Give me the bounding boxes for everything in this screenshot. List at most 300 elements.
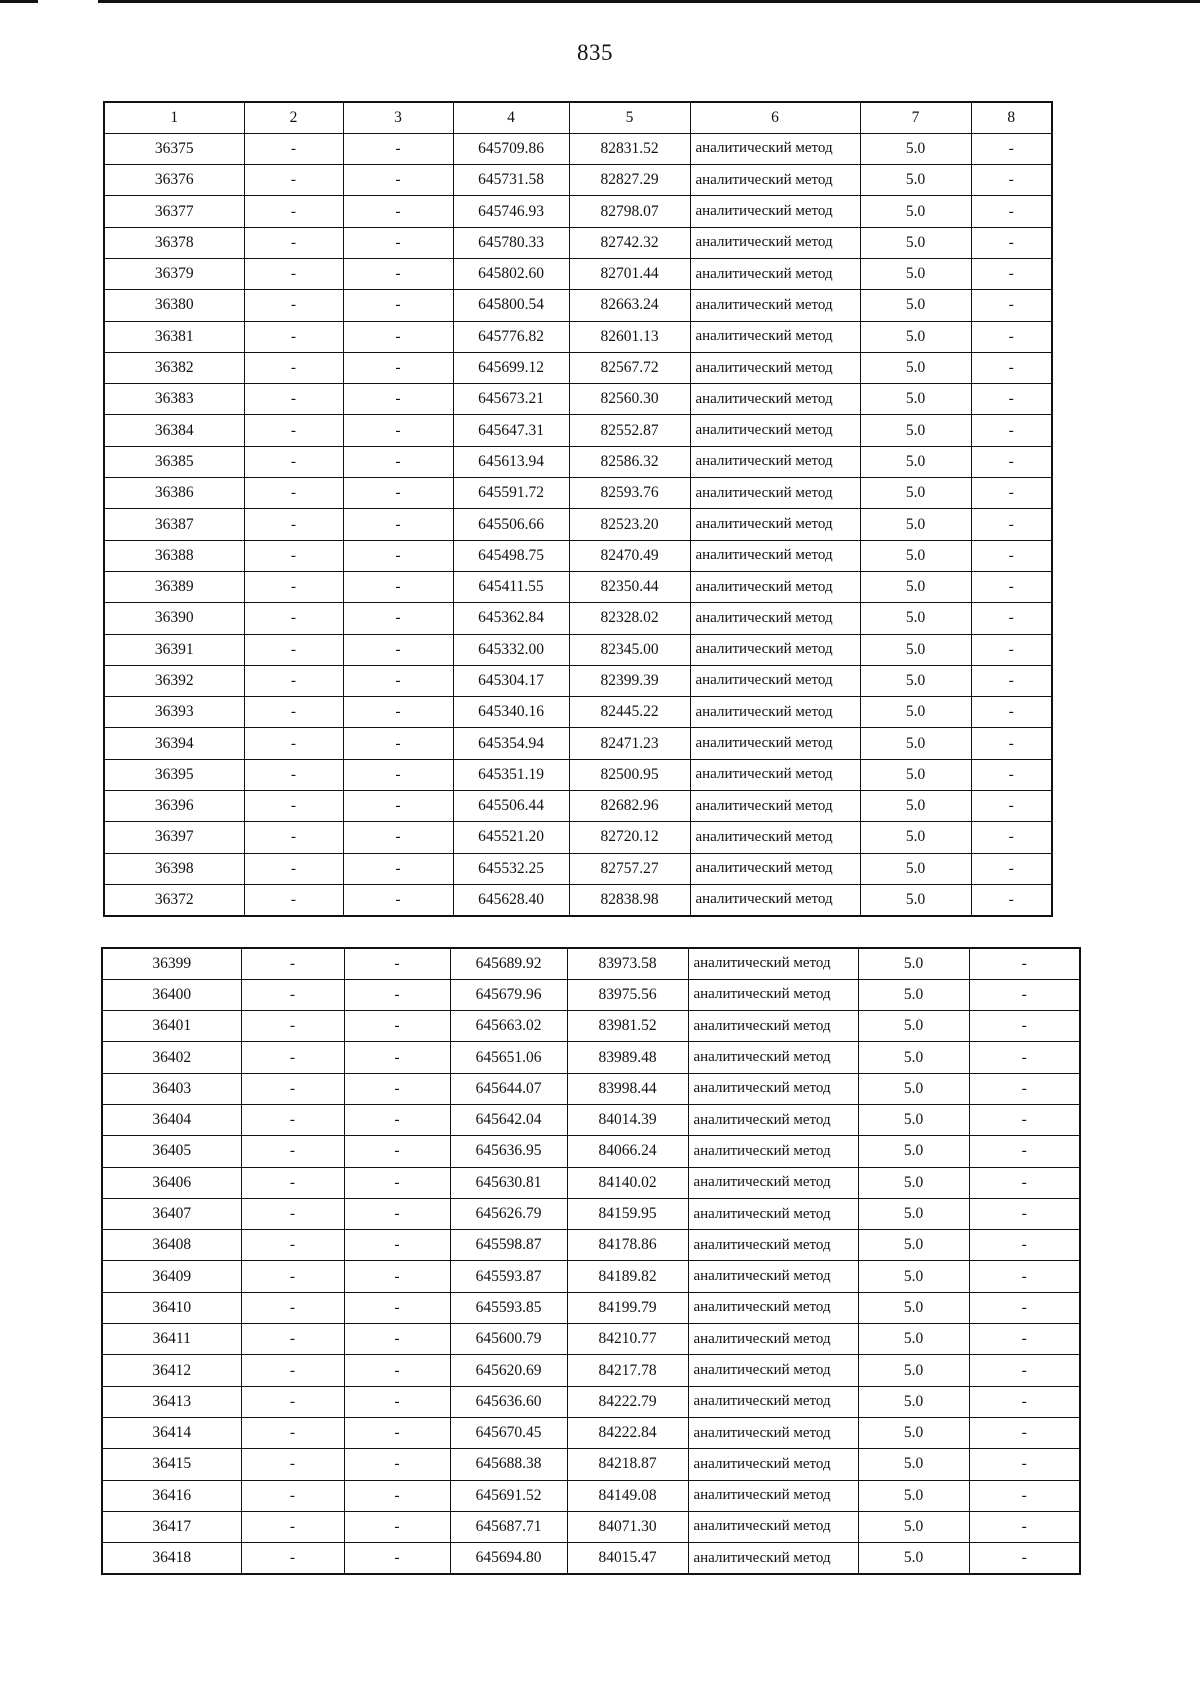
table-cell-col-2: - — [244, 478, 343, 509]
table-cell-col-1: 36387 — [104, 509, 244, 540]
table-cell-col-4: 645600.79 — [450, 1324, 567, 1355]
table-cell-col-3: - — [343, 853, 453, 884]
table-cell-col-3: - — [344, 1042, 450, 1073]
table-row — [102, 1042, 1080, 1073]
table-cell-col-8: - — [969, 1417, 1080, 1448]
table-cell-col-3: - — [343, 728, 453, 759]
table-cell-col-5: 82827.29 — [569, 165, 690, 196]
table-cell-col-8: - — [971, 290, 1052, 321]
table-cell-col-7: 5.0 — [858, 1042, 969, 1073]
table-cell-col-4: 645644.07 — [450, 1073, 567, 1104]
table-cell-col-8: - — [969, 1198, 1080, 1229]
table-cell-col-4: 645362.84 — [453, 603, 569, 634]
table-cell-col-8: - — [969, 1480, 1080, 1511]
page-number: 835 — [577, 40, 613, 65]
table-cell-col-4: 645521.20 — [453, 822, 569, 853]
table-cell-col-8: - — [971, 634, 1052, 665]
table-row — [104, 540, 1052, 571]
table-cell-col-6: аналитический метод — [690, 478, 860, 509]
table-cell-col-8: - — [971, 446, 1052, 477]
table-cell-col-6: аналитический метод — [690, 258, 860, 289]
table-cell-col-7: 5.0 — [860, 165, 971, 196]
table-cell-col-8: - — [969, 1449, 1080, 1480]
table-cell-col-6: аналитический метод — [690, 227, 860, 258]
table-row — [104, 697, 1052, 728]
table-cell-col-5: 83973.58 — [567, 948, 688, 979]
table-cell-col-4: 645340.16 — [453, 697, 569, 728]
table-cell-col-6: аналитический метод — [690, 165, 860, 196]
table-cell-col-4: 645636.60 — [450, 1386, 567, 1417]
table-cell-col-6: аналитический метод — [690, 540, 860, 571]
table-row — [104, 853, 1052, 884]
table-cell-col-5: 84222.79 — [567, 1386, 688, 1417]
table-cell-col-6: аналитический метод — [690, 634, 860, 665]
table-cell-col-5: 84071.30 — [567, 1511, 688, 1542]
table-cell-col-2: - — [244, 446, 343, 477]
table-cell-col-1: 36383 — [104, 384, 244, 415]
table-cell-col-5: 82560.30 — [569, 384, 690, 415]
table-cell-col-5: 82445.22 — [569, 697, 690, 728]
table-cell-col-6: аналитический метод — [690, 697, 860, 728]
table-row — [104, 384, 1052, 415]
table-cell-col-7: 5.0 — [860, 759, 971, 790]
table-cell-col-7: 5.0 — [860, 258, 971, 289]
table-row — [102, 1230, 1080, 1261]
table-cell-col-3: - — [344, 1292, 450, 1323]
table-row — [102, 1011, 1080, 1042]
table-cell-col-2: - — [244, 227, 343, 258]
table-row — [104, 165, 1052, 196]
table-cell-col-7: 5.0 — [860, 227, 971, 258]
table-cell-col-4: 645699.12 — [453, 352, 569, 383]
table-cell-col-2: - — [244, 133, 343, 164]
table-cell-col-3: - — [343, 321, 453, 352]
table-cell-col-4: 645673.21 — [453, 384, 569, 415]
table-row — [102, 1292, 1080, 1323]
table-row — [104, 509, 1052, 540]
table-row — [102, 1167, 1080, 1198]
table-cell-col-4: 645593.85 — [450, 1292, 567, 1323]
table-cell-col-8: - — [969, 1355, 1080, 1386]
table-cell-col-5: 82567.72 — [569, 352, 690, 383]
table-cell-col-2: - — [244, 853, 343, 884]
table-cell-col-3: - — [344, 1324, 450, 1355]
table-cell-col-3: - — [344, 1261, 450, 1292]
table-cell-col-2: - — [244, 728, 343, 759]
table-cell-col-3: - — [343, 290, 453, 321]
table-cell-col-5: 83989.48 — [567, 1042, 688, 1073]
table-cell-col-3: - — [343, 446, 453, 477]
table-cell-col-3: - — [344, 1073, 450, 1104]
table-cell-col-6: аналитический метод — [688, 1198, 858, 1229]
table-cell-col-2: - — [241, 1511, 344, 1542]
table-cell-col-2: - — [244, 603, 343, 634]
table-cell-col-4: 645776.82 — [453, 321, 569, 352]
table-cell-col-3: - — [343, 133, 453, 164]
table-cell-col-1: 36403 — [102, 1073, 241, 1104]
table-cell-col-7: 5.0 — [858, 1198, 969, 1229]
table-cell-col-1: 36384 — [104, 415, 244, 446]
table-cell-col-7: 5.0 — [860, 853, 971, 884]
table-cell-col-2: - — [244, 884, 343, 915]
table-cell-col-5: 84199.79 — [567, 1292, 688, 1323]
table-cell-col-6: аналитический метод — [688, 979, 858, 1010]
table-cell-col-2: - — [244, 665, 343, 696]
table-cell-col-8: - — [971, 165, 1052, 196]
table-cell-col-2: - — [244, 258, 343, 289]
table-cell-col-7: 5.0 — [860, 478, 971, 509]
table-cell-col-8: - — [969, 1292, 1080, 1323]
table-1-body — [104, 133, 1052, 915]
table-cell-col-4: 645688.38 — [450, 1449, 567, 1480]
table-cell-col-3: - — [343, 540, 453, 571]
table-row — [104, 415, 1052, 446]
table-cell-col-2: - — [241, 1136, 344, 1167]
table-cell-col-6: аналитический метод — [690, 728, 860, 759]
table-cell-col-2: - — [241, 1355, 344, 1386]
table-cell-col-6: аналитический метод — [688, 1292, 858, 1323]
table-cell-col-3: - — [344, 1104, 450, 1135]
table-cell-col-8: - — [969, 948, 1080, 979]
table-cell-col-3: - — [343, 509, 453, 540]
table-cell-col-5: 84218.87 — [567, 1449, 688, 1480]
table-cell-col-5: 84189.82 — [567, 1261, 688, 1292]
table-cell-col-7: 5.0 — [860, 446, 971, 477]
header-cell-1: 1 — [104, 102, 244, 133]
table-cell-col-8: - — [971, 133, 1052, 164]
table-cell-col-4: 645506.44 — [453, 791, 569, 822]
table-cell-col-8: - — [969, 1261, 1080, 1292]
table-cell-col-6: аналитический метод — [688, 1230, 858, 1261]
table-cell-col-1: 36418 — [102, 1543, 241, 1574]
table-cell-col-3: - — [344, 1480, 450, 1511]
table-cell-col-7: 5.0 — [858, 1167, 969, 1198]
table-cell-col-1: 36391 — [104, 634, 244, 665]
table-cell-col-2: - — [244, 634, 343, 665]
table-cell-col-2: - — [244, 759, 343, 790]
table-cell-col-2: - — [241, 1104, 344, 1135]
table-cell-col-8: - — [971, 603, 1052, 634]
table-cell-col-8: - — [969, 1511, 1080, 1542]
table-cell-col-4: 645694.80 — [450, 1543, 567, 1574]
table-cell-col-6: аналитический метод — [688, 1355, 858, 1386]
table-cell-col-5: 84159.95 — [567, 1198, 688, 1229]
table-cell-col-6: аналитический метод — [690, 571, 860, 602]
table-cell-col-1: 36400 — [102, 979, 241, 1010]
table-cell-col-7: 5.0 — [860, 415, 971, 446]
table-cell-col-1: 36398 — [104, 853, 244, 884]
table-cell-col-7: 5.0 — [858, 1417, 969, 1448]
table-row — [102, 1449, 1080, 1480]
table-row — [102, 1104, 1080, 1135]
table-cell-col-7: 5.0 — [860, 509, 971, 540]
table-cell-col-3: - — [343, 603, 453, 634]
table-cell-col-8: - — [969, 1230, 1080, 1261]
table-row — [104, 196, 1052, 227]
table-cell-col-4: 645663.02 — [450, 1011, 567, 1042]
table-cell-col-1: 36411 — [102, 1324, 241, 1355]
table-cell-col-3: - — [344, 1449, 450, 1480]
table-cell-col-1: 36405 — [102, 1136, 241, 1167]
table-cell-col-5: 82552.87 — [569, 415, 690, 446]
table-cell-col-1: 36416 — [102, 1480, 241, 1511]
table-cell-col-3: - — [343, 791, 453, 822]
table-row — [102, 1073, 1080, 1104]
table-cell-col-2: - — [241, 1042, 344, 1073]
table-cell-col-7: 5.0 — [858, 979, 969, 1010]
table-cell-col-5: 84140.02 — [567, 1167, 688, 1198]
table-cell-col-5: 82663.24 — [569, 290, 690, 321]
table-cell-col-5: 82345.00 — [569, 634, 690, 665]
table-cell-col-2: - — [241, 1167, 344, 1198]
table-cell-col-4: 645351.19 — [453, 759, 569, 790]
table-cell-col-8: - — [971, 853, 1052, 884]
table-cell-col-5: 84178.86 — [567, 1230, 688, 1261]
table-cell-col-7: 5.0 — [860, 540, 971, 571]
table-cell-col-3: - — [343, 478, 453, 509]
table-cell-col-3: - — [344, 1355, 450, 1386]
table-cell-col-3: - — [344, 1543, 450, 1574]
table-row — [104, 634, 1052, 665]
table-cell-col-8: - — [971, 227, 1052, 258]
table-cell-col-8: - — [971, 759, 1052, 790]
table-cell-col-5: 82742.32 — [569, 227, 690, 258]
table-cell-col-4: 645304.17 — [453, 665, 569, 696]
table-cell-col-3: - — [343, 759, 453, 790]
table-cell-col-2: - — [244, 196, 343, 227]
table-row — [104, 665, 1052, 696]
table-cell-col-1: 36395 — [104, 759, 244, 790]
table-cell-col-5: 84222.84 — [567, 1417, 688, 1448]
table-cell-col-4: 645354.94 — [453, 728, 569, 759]
table-cell-col-8: - — [971, 884, 1052, 915]
table-cell-col-6: аналитический метод — [690, 321, 860, 352]
table-cell-col-8: - — [969, 1324, 1080, 1355]
table-cell-col-7: 5.0 — [858, 1011, 969, 1042]
table-cell-col-2: - — [241, 1230, 344, 1261]
table-cell-col-5: 84217.78 — [567, 1355, 688, 1386]
table-cell-col-6: аналитический метод — [688, 1511, 858, 1542]
table-cell-col-6: аналитический метод — [690, 415, 860, 446]
table-cell-col-8: - — [969, 1011, 1080, 1042]
table-cell-col-3: - — [343, 415, 453, 446]
table-cell-col-8: - — [971, 258, 1052, 289]
table-cell-col-1: 36404 — [102, 1104, 241, 1135]
table-cell-col-1: 36410 — [102, 1292, 241, 1323]
table-cell-col-3: - — [343, 227, 453, 258]
table-cell-col-2: - — [241, 948, 344, 979]
table-cell-col-6: аналитический метод — [688, 1011, 858, 1042]
header-cell-3: 3 — [343, 102, 453, 133]
table-cell-col-5: 82523.20 — [569, 509, 690, 540]
table-cell-col-2: - — [241, 1292, 344, 1323]
table-cell-col-7: 5.0 — [858, 1480, 969, 1511]
table-cell-col-3: - — [343, 165, 453, 196]
table-cell-col-6: аналитический метод — [688, 1417, 858, 1448]
table-cell-col-4: 645709.86 — [453, 133, 569, 164]
table-cell-col-7: 5.0 — [860, 884, 971, 915]
table-cell-col-7: 5.0 — [860, 822, 971, 853]
table-cell-col-2: - — [241, 1417, 344, 1448]
table-cell-col-7: 5.0 — [860, 384, 971, 415]
coordinates-table-2 — [101, 947, 1081, 1575]
table-cell-col-8: - — [971, 415, 1052, 446]
table-cell-col-8: - — [971, 665, 1052, 696]
table-cell-col-6: аналитический метод — [690, 822, 860, 853]
table-cell-col-4: 645626.79 — [450, 1198, 567, 1229]
table-row — [104, 478, 1052, 509]
table-cell-col-7: 5.0 — [858, 1073, 969, 1104]
table-cell-col-1: 36380 — [104, 290, 244, 321]
table-cell-col-7: 5.0 — [860, 603, 971, 634]
table-cell-col-2: - — [241, 1011, 344, 1042]
table-cell-col-1: 36409 — [102, 1261, 241, 1292]
table-cell-col-8: - — [969, 1073, 1080, 1104]
table-cell-col-8: - — [971, 571, 1052, 602]
table-cell-col-6: аналитический метод — [690, 446, 860, 477]
table-cell-col-4: 645746.93 — [453, 196, 569, 227]
table-cell-col-5: 84015.47 — [567, 1543, 688, 1574]
table-cell-col-4: 645647.31 — [453, 415, 569, 446]
table-cell-col-1: 36402 — [102, 1042, 241, 1073]
table-row — [104, 352, 1052, 383]
table-cell-col-4: 645532.25 — [453, 853, 569, 884]
table-cell-col-1: 36375 — [104, 133, 244, 164]
table-cell-col-1: 36417 — [102, 1511, 241, 1542]
table-cell-col-1: 36381 — [104, 321, 244, 352]
table-cell-col-5: 82601.13 — [569, 321, 690, 352]
table-row — [102, 1417, 1080, 1448]
table-cell-col-6: аналитический метод — [688, 1480, 858, 1511]
table-cell-col-3: - — [343, 634, 453, 665]
table-cell-col-5: 82720.12 — [569, 822, 690, 853]
table-cell-col-3: - — [343, 571, 453, 602]
table-cell-col-2: - — [244, 290, 343, 321]
table-row — [104, 227, 1052, 258]
table-cell-col-1: 36408 — [102, 1230, 241, 1261]
table-cell-col-5: 84014.39 — [567, 1104, 688, 1135]
table-cell-col-2: - — [241, 1386, 344, 1417]
table-cell-col-6: аналитический метод — [690, 509, 860, 540]
table-cell-col-4: 645636.95 — [450, 1136, 567, 1167]
table-cell-col-2: - — [241, 1543, 344, 1574]
table-cell-col-5: 82838.98 — [569, 884, 690, 915]
table-cell-col-2: - — [244, 352, 343, 383]
table-cell-col-6: аналитический метод — [688, 1073, 858, 1104]
table-cell-col-5: 82350.44 — [569, 571, 690, 602]
table-cell-col-5: 82798.07 — [569, 196, 690, 227]
table-cell-col-7: 5.0 — [860, 697, 971, 728]
header-cell-7: 7 — [860, 102, 971, 133]
table-cell-col-2: - — [244, 791, 343, 822]
table-cell-col-4: 645332.00 — [453, 634, 569, 665]
table-cell-col-8: - — [969, 1136, 1080, 1167]
table-cell-col-1: 36390 — [104, 603, 244, 634]
table-cell-col-3: - — [344, 1136, 450, 1167]
table-cell-col-7: 5.0 — [858, 1386, 969, 1417]
table-cell-col-2: - — [244, 321, 343, 352]
table-cell-col-7: 5.0 — [858, 1261, 969, 1292]
table-cell-col-1: 36399 — [102, 948, 241, 979]
table-cell-col-7: 5.0 — [858, 1136, 969, 1167]
top-border-gap — [38, 0, 98, 3]
table-cell-col-1: 36413 — [102, 1386, 241, 1417]
table-cell-col-6: аналитический метод — [690, 665, 860, 696]
table-row — [104, 321, 1052, 352]
table-cell-col-3: - — [343, 665, 453, 696]
table-cell-col-1: 36377 — [104, 196, 244, 227]
table-cell-col-6: аналитический метод — [690, 759, 860, 790]
table-row — [102, 948, 1080, 979]
table-cell-col-2: - — [244, 540, 343, 571]
table-cell-col-6: аналитический метод — [690, 384, 860, 415]
table-cell-col-1: 36407 — [102, 1198, 241, 1229]
table-cell-col-4: 645591.72 — [453, 478, 569, 509]
table-row — [102, 979, 1080, 1010]
table-cell-col-1: 36414 — [102, 1417, 241, 1448]
table-cell-col-4: 645630.81 — [450, 1167, 567, 1198]
table-cell-col-3: - — [343, 258, 453, 289]
table-cell-col-3: - — [344, 1417, 450, 1448]
table-cell-col-1: 36388 — [104, 540, 244, 571]
table-cell-col-2: - — [244, 509, 343, 540]
table-cell-col-8: - — [969, 979, 1080, 1010]
table-cell-col-8: - — [971, 352, 1052, 383]
table-cell-col-1: 36382 — [104, 352, 244, 383]
table-cell-col-4: 645679.96 — [450, 979, 567, 1010]
table-cell-col-7: 5.0 — [858, 1449, 969, 1480]
table-cell-col-2: - — [244, 697, 343, 728]
top-border-line — [0, 0, 1200, 3]
table-row — [102, 1543, 1080, 1574]
table-cell-col-3: - — [343, 196, 453, 227]
table-cell-col-6: аналитический метод — [688, 1042, 858, 1073]
table-cell-col-3: - — [343, 352, 453, 383]
table-cell-col-4: 645642.04 — [450, 1104, 567, 1135]
table-cell-col-4: 645411.55 — [453, 571, 569, 602]
table-row — [102, 1511, 1080, 1542]
header-cell-4: 4 — [453, 102, 569, 133]
table-cell-col-5: 83981.52 — [567, 1011, 688, 1042]
table-cell-col-3: - — [344, 1011, 450, 1042]
table-cell-col-7: 5.0 — [860, 728, 971, 759]
table-cell-col-8: - — [971, 728, 1052, 759]
table-cell-col-5: 82701.44 — [569, 258, 690, 289]
table-cell-col-4: 645598.87 — [450, 1230, 567, 1261]
table-cell-col-1: 36378 — [104, 227, 244, 258]
table-cell-col-6: аналитический метод — [688, 1136, 858, 1167]
table-cell-col-6: аналитический метод — [688, 1386, 858, 1417]
table-cell-col-1: 36412 — [102, 1355, 241, 1386]
table-cell-col-4: 645613.94 — [453, 446, 569, 477]
table-row — [102, 1261, 1080, 1292]
table-row — [104, 759, 1052, 790]
table-row — [102, 1324, 1080, 1355]
header-cell-6: 6 — [690, 102, 860, 133]
table-cell-col-4: 645506.66 — [453, 509, 569, 540]
header-row — [104, 102, 1052, 133]
table-cell-col-5: 82682.96 — [569, 791, 690, 822]
table-cell-col-4: 645731.58 — [453, 165, 569, 196]
table-row — [104, 290, 1052, 321]
table-cell-col-2: - — [241, 1480, 344, 1511]
table-cell-col-8: - — [971, 384, 1052, 415]
table-cell-col-2: - — [241, 1198, 344, 1229]
table-cell-col-4: 645593.87 — [450, 1261, 567, 1292]
table-cell-col-4: 645687.71 — [450, 1511, 567, 1542]
table-cell-col-7: 5.0 — [860, 196, 971, 227]
table-cell-col-7: 5.0 — [858, 1324, 969, 1355]
